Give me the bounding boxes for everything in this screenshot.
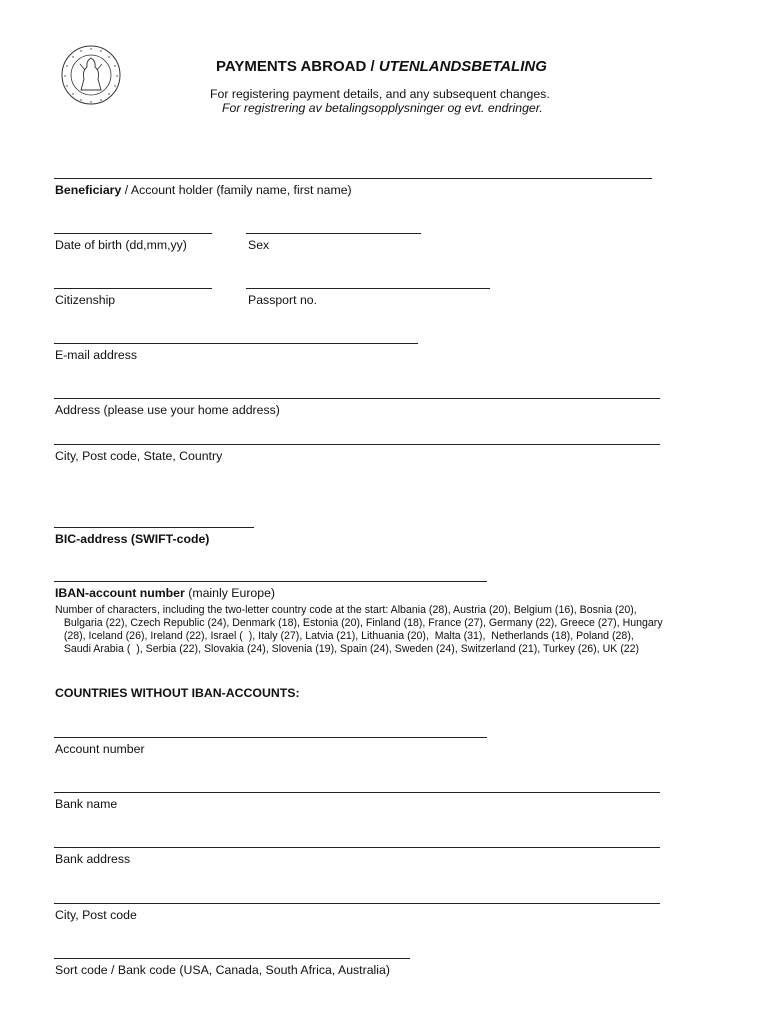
iban-note-line-4: Saudi Arabia ( ), Serbia (22), Slovakia (24), Slovenia (19), Spain (24), Sweden (24), Switzerland (21), Turkey (26), UK (22)	[55, 643, 640, 655]
iban-label-rest: (mainly Europe)	[184, 586, 276, 600]
iban-label	[55, 586, 275, 600]
address-input-line[interactable]	[54, 398, 660, 399]
iban-note-line-1: Number of characters, including the two-letter country code at the start: Albania (28), Austria (20), Belgium (16), Bosnia (20),	[55, 604, 637, 616]
passport-input-line[interactable]	[246, 288, 490, 289]
sort-code-input-line[interactable]	[54, 958, 410, 959]
beneficiary-input-line[interactable]	[54, 178, 652, 179]
bank-name-input-line[interactable]	[54, 792, 660, 793]
bank-name-label: Bank name	[55, 797, 118, 811]
citizenship-label: Citizenship	[55, 293, 116, 307]
bank-address-input-line[interactable]	[54, 847, 660, 848]
beneficiary-label-bold: Beneficiary	[55, 183, 122, 197]
sex-input-line[interactable]	[246, 233, 421, 234]
university-seal-icon	[60, 44, 122, 106]
iban-note-line-3: (28), Iceland (26), Ireland (22), Israel ( ), Italy (27), Latvia (21), Lithuania (20), Malta (31), Netherlands (18), Poland (28),	[55, 630, 634, 642]
city-post-input-line[interactable]	[54, 903, 660, 904]
bank-address-label: Bank address	[55, 852, 131, 866]
subtitle-english: For registering payment details, and any subsequent changes.	[210, 87, 550, 101]
bic-input-line[interactable]	[54, 527, 254, 528]
subtitle-norwegian: For registrering av betalingsopplysninger og evt. endringer.	[222, 101, 543, 115]
no-iban-heading: COUNTRIES WITHOUT IBAN-ACCOUNTS:	[55, 686, 300, 700]
citizenship-input-line[interactable]	[54, 288, 212, 289]
address-label: Address (please use your home address)	[55, 403, 280, 417]
beneficiary-label	[55, 183, 352, 197]
dob-label: Date of birth (dd,mm,yy)	[55, 238, 187, 252]
title-english: PAYMENTS ABROAD /	[216, 58, 375, 75]
title-norwegian: UTENLANDSBETALING	[378, 58, 547, 75]
account-number-label: Account number	[55, 742, 145, 756]
sex-label: Sex	[248, 238, 270, 252]
iban-input-line[interactable]	[54, 581, 487, 582]
sort-code-label: Sort code / Bank code (USA, Canada, South Africa, Australia)	[55, 963, 390, 977]
city-post-label: City, Post code	[55, 908, 137, 922]
email-input-line[interactable]	[54, 343, 418, 344]
iban-label-bold: IBAN-account number	[55, 586, 185, 600]
bic-label: BIC-address (SWIFT-code)	[55, 532, 210, 546]
iban-note-line-2: Bulgaria (22), Czech Republic (24), Denmark (18), Estonia (20), Finland (18), France (27), Germany (22), Greece (27), Hungary	[55, 617, 663, 629]
email-label: E-mail address	[55, 348, 138, 362]
dob-input-line[interactable]	[54, 233, 212, 234]
passport-label: Passport no.	[248, 293, 318, 307]
beneficiary-label-rest: / Account holder (family name, first name)	[121, 183, 352, 197]
city-input-line[interactable]	[54, 444, 660, 445]
account-number-input-line[interactable]	[54, 737, 487, 738]
city-label: City, Post code, State, Country	[55, 449, 223, 463]
page-title	[216, 58, 547, 75]
